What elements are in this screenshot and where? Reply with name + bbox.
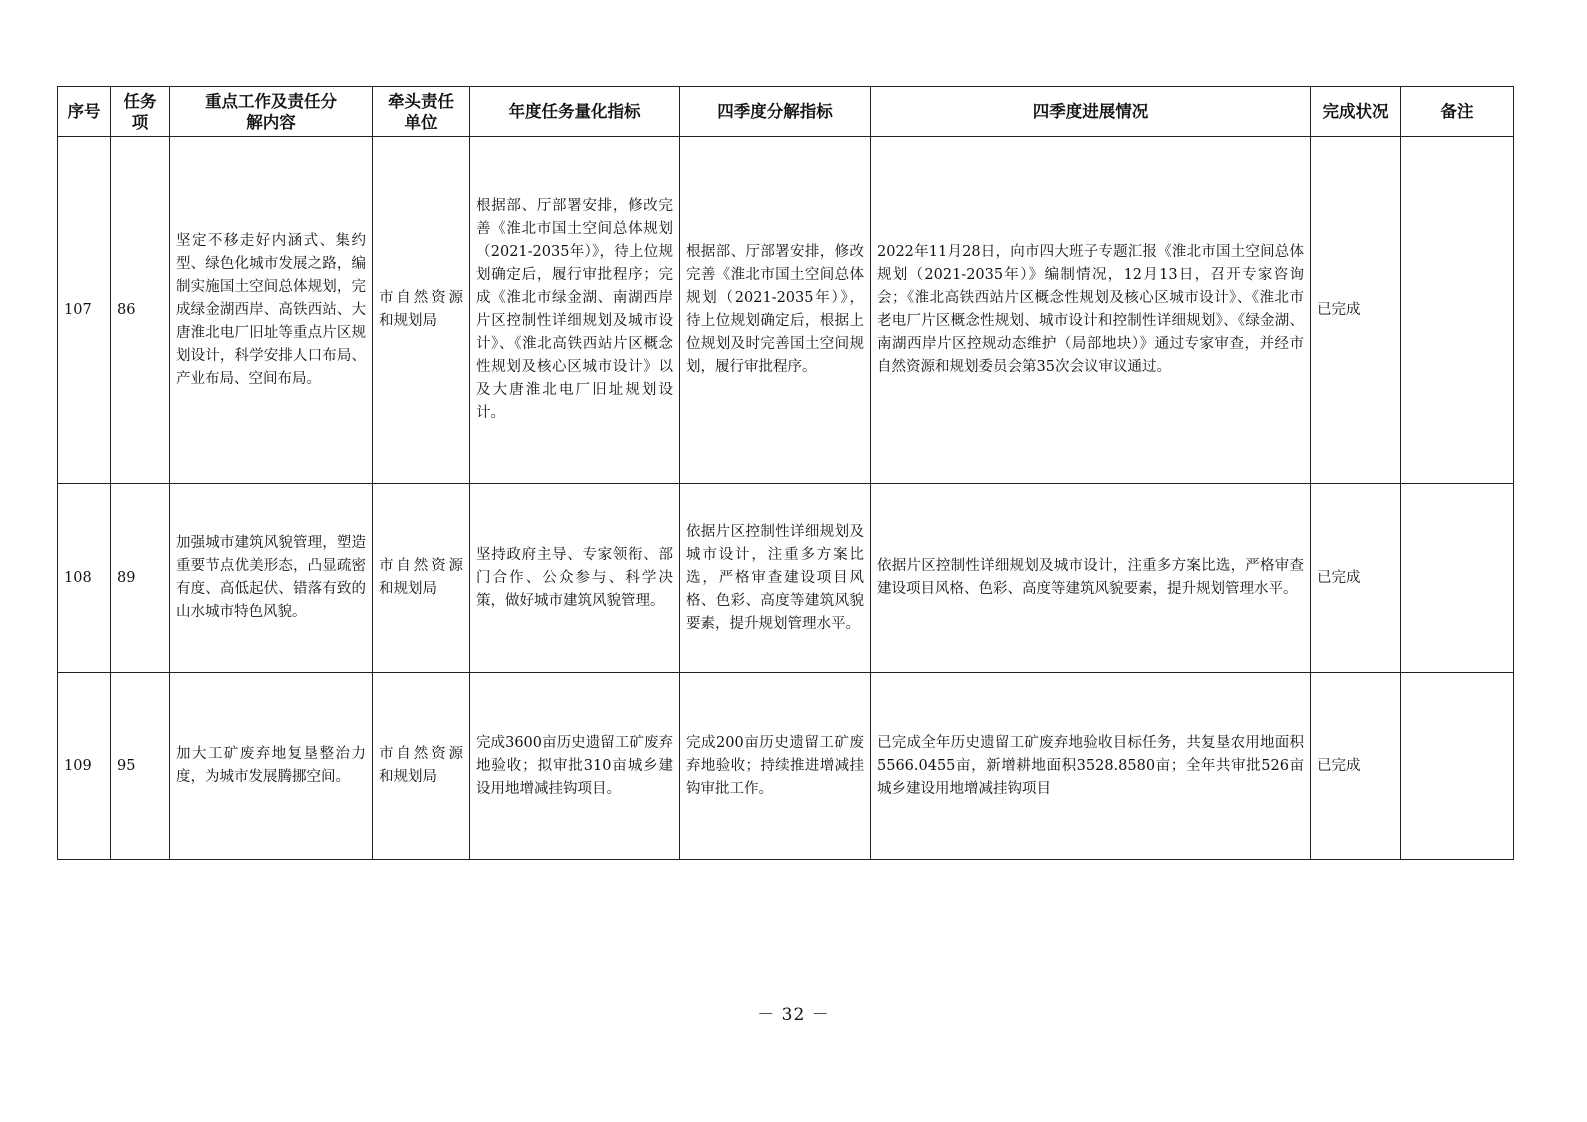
cell-task: 89: [111, 484, 170, 673]
cell-task: 95: [111, 673, 170, 860]
header-unit: 牵头责任单位: [373, 87, 470, 137]
header-task: 任务项: [111, 87, 170, 137]
header-annual: 年度任务量化指标: [470, 87, 680, 137]
cell-content: 加强城市建筑风貌管理，塑造重要节点优美形态，凸显疏密有度、高低起伏、错落有致的山水城市特色风貌。: [170, 484, 373, 673]
cell-note: [1401, 673, 1514, 860]
cell-status: 已完成: [1311, 673, 1401, 860]
header-note: 备注: [1401, 87, 1514, 137]
cell-status: 已完成: [1311, 137, 1401, 484]
cell-seq: 107: [58, 137, 111, 484]
cell-note: [1401, 484, 1514, 673]
header-content: 重点工作及责任分解内容: [170, 87, 373, 137]
cell-unit: 市自然资源和规划局: [373, 137, 470, 484]
task-progress-table: [57, 86, 1514, 860]
cell-annual: 根据部、厅部署安排，修改完善《淮北市国土空间总体规划（2021-2035年）》，待上位规划确定后，履行审批程序；完成《淮北市绿金湖、南湖西岸片区控制性详细规划及城市设计》、《淮北高铁西站片区概念性规划及核心区城市设计》以及大唐淮北电厂旧址规划设计。: [470, 137, 680, 484]
table-row: [58, 673, 1514, 860]
cell-content: 加大工矿废弃地复垦整治力度，为城市发展腾挪空间。: [170, 673, 373, 860]
cell-q4: 完成200亩历史遗留工矿废弃地验收；持续推进增减挂钩审批工作。: [680, 673, 871, 860]
page-number: － 32 －: [757, 1005, 830, 1025]
header-q4: 四季度分解指标: [680, 87, 871, 137]
cell-annual: 完成3600亩历史遗留工矿废弃地验收；拟审批310亩城乡建设用地增减挂钩项目。: [470, 673, 680, 860]
table-row: [58, 137, 1514, 484]
header-progress: 四季度进展情况: [871, 87, 1311, 137]
cell-progress: 已完成全年历史遗留工矿废弃地验收目标任务，共复垦农用地面积5566.0455亩，新增耕地面积3528.8580亩；全年共审批526亩城乡建设用地增减挂钩项目: [871, 673, 1311, 860]
cell-task: 86: [111, 137, 170, 484]
cell-seq: 108: [58, 484, 111, 673]
cell-unit: 市自然资源和规划局: [373, 484, 470, 673]
cell-q4: 依据片区控制性详细规划及城市设计，注重多方案比选，严格审查建设项目风格、色彩、高度等建筑风貌要素，提升规划管理水平。: [680, 484, 871, 673]
cell-progress: 依据片区控制性详细规划及城市设计，注重多方案比选，严格审查建设项目风格、色彩、高度等建筑风貌要素，提升规划管理水平。: [871, 484, 1311, 673]
table-row: [58, 484, 1514, 673]
cell-unit: 市自然资源和规划局: [373, 673, 470, 860]
cell-note: [1401, 137, 1514, 484]
header-status: 完成状况: [1311, 87, 1401, 137]
cell-seq: 109: [58, 673, 111, 860]
table-header-row: [58, 87, 1514, 137]
header-seq: 序号: [58, 87, 111, 137]
cell-status: 已完成: [1311, 484, 1401, 673]
cell-content: 坚定不移走好内涵式、集约型、绿色化城市发展之路，编制实施国土空间总体规划，完成绿金湖西岸、高铁西站、大唐淮北电厂旧址等重点片区规划设计，科学安排人口布局、产业布局、空间布局。: [170, 137, 373, 484]
cell-progress: 2022年11月28日，向市四大班子专题汇报《淮北市国土空间总体规划（2021-2035年）》编制情况，12月13日，召开专家咨询会；《淮北高铁西站片区概念性规划及核心区城市设计》、《淮北市老电厂片区概念性规划、城市设计和控制性详细规划》、《绿金湖、南湖西岸片区控规动态维护（局部地块）》通过专家审查，并经市自然资源和规划委员会第35次会议审议通过。: [871, 137, 1311, 484]
cell-annual: 坚持政府主导、专家领衔、部门合作、公众参与、科学决策，做好城市建筑风貌管理。: [470, 484, 680, 673]
cell-q4: 根据部、厅部署安排，修改完善《淮北市国土空间总体规划（2021-2035年）》，待上位规划确定后，根据上位规划及时完善国土空间规划，履行审批程序。: [680, 137, 871, 484]
